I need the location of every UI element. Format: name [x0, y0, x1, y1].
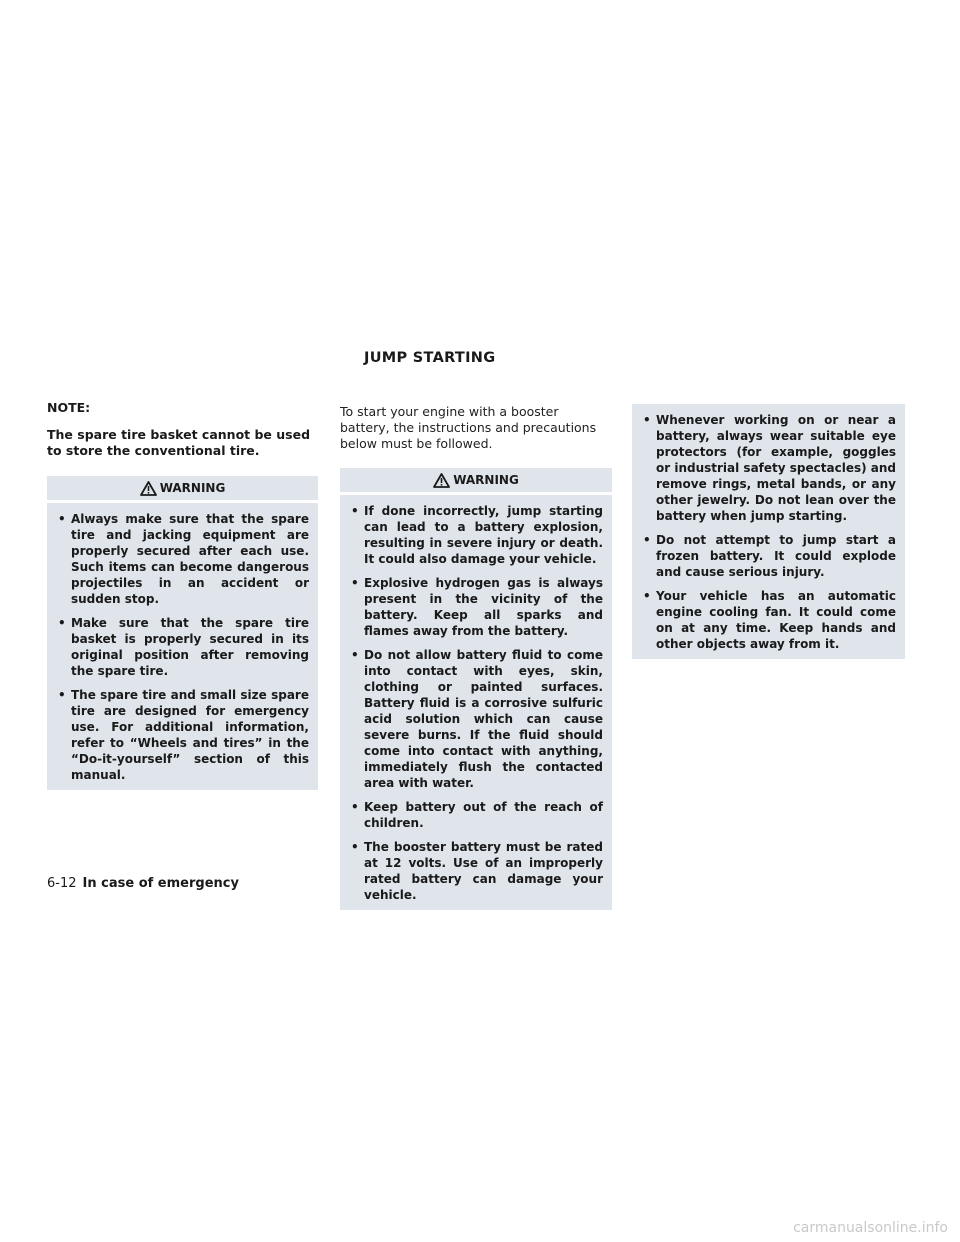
warning-item: • Always make sure that the spare tire and jacking equipment are properly secured after each use. Such items can become dangerous projectiles in an accident or sudden stop. — [57, 511, 309, 607]
note-text: The spare tire basket cannot be used to store the conventional tire. — [47, 427, 311, 458]
warning-list — [340, 495, 612, 903]
page-number: 6-12 — [47, 876, 77, 891]
watermark: carmanualsonline.info — [793, 1220, 948, 1236]
page-footer — [47, 876, 239, 891]
chapter-title: In case of emergency — [82, 876, 239, 891]
warning-item: • Do not attempt to jump start a frozen battery. It could explode and cause serious injury. — [642, 532, 896, 580]
warning-list — [632, 404, 905, 652]
middle-column — [340, 404, 612, 910]
right-column — [632, 404, 905, 659]
warning-box-spare-tire — [47, 476, 318, 790]
warning-header — [47, 476, 318, 503]
warning-item: • Your vehicle has an automatic engine cooling fan. It could come on at any time. Keep hands and other objects away from it. — [642, 588, 896, 652]
warning-item: • If done incorrectly, jump starting can lead to a battery explosion, resulting in severe injury or death. It could also damage your vehicle. — [350, 503, 603, 567]
warning-box-jump-starting — [340, 468, 612, 910]
warning-title: WARNING — [159, 481, 226, 495]
warning-box-continued — [632, 404, 905, 659]
warning-item: • Do not allow battery fluid to come into contact with eyes, skin, clothing or painted surfaces. Battery fluid is a corrosive sulfuric acid solution which can cause severe burns. If the fluid should come into contact with anything, immediately flush the contacted area with water. — [350, 647, 603, 791]
warning-title: WARNING — [453, 473, 519, 487]
intro-text: To start your engine with a booster battery, the instructions and precautions below must be followed. — [340, 404, 597, 451]
warning-header — [340, 468, 612, 495]
section-title: JUMP STARTING — [364, 350, 496, 366]
warning-item: • The booster battery must be rated at 12 volts. Use of an improperly rated battery can damage your vehicle. — [350, 839, 603, 903]
warning-list — [47, 503, 318, 783]
warning-triangle-icon — [140, 481, 157, 496]
warning-item: • The spare tire and small size spare tire are designed for emergency use. For additional information, refer to “Wheels and tires” in the “Do-it-yourself” section of this manual. — [57, 687, 309, 783]
warning-item: • Whenever working on or near a battery, always wear suitable eye protectors (for example, goggles or industrial safety spectacles) and remove rings, metal bands, or any other jewelry. Do not lean over the battery when jump starting. — [642, 412, 896, 524]
warning-item: • Keep battery out of the reach of children. — [350, 799, 603, 831]
warning-triangle-icon — [433, 473, 450, 488]
warning-item: • Explosive hydrogen gas is always present in the vicinity of the battery. Keep all sparks and flames away from the battery. — [350, 575, 603, 639]
warning-item: • Make sure that the spare tire basket is properly secured in its original position after removing the spare tire. — [57, 615, 309, 679]
note-label: NOTE: — [47, 400, 91, 415]
left-column — [47, 400, 318, 790]
